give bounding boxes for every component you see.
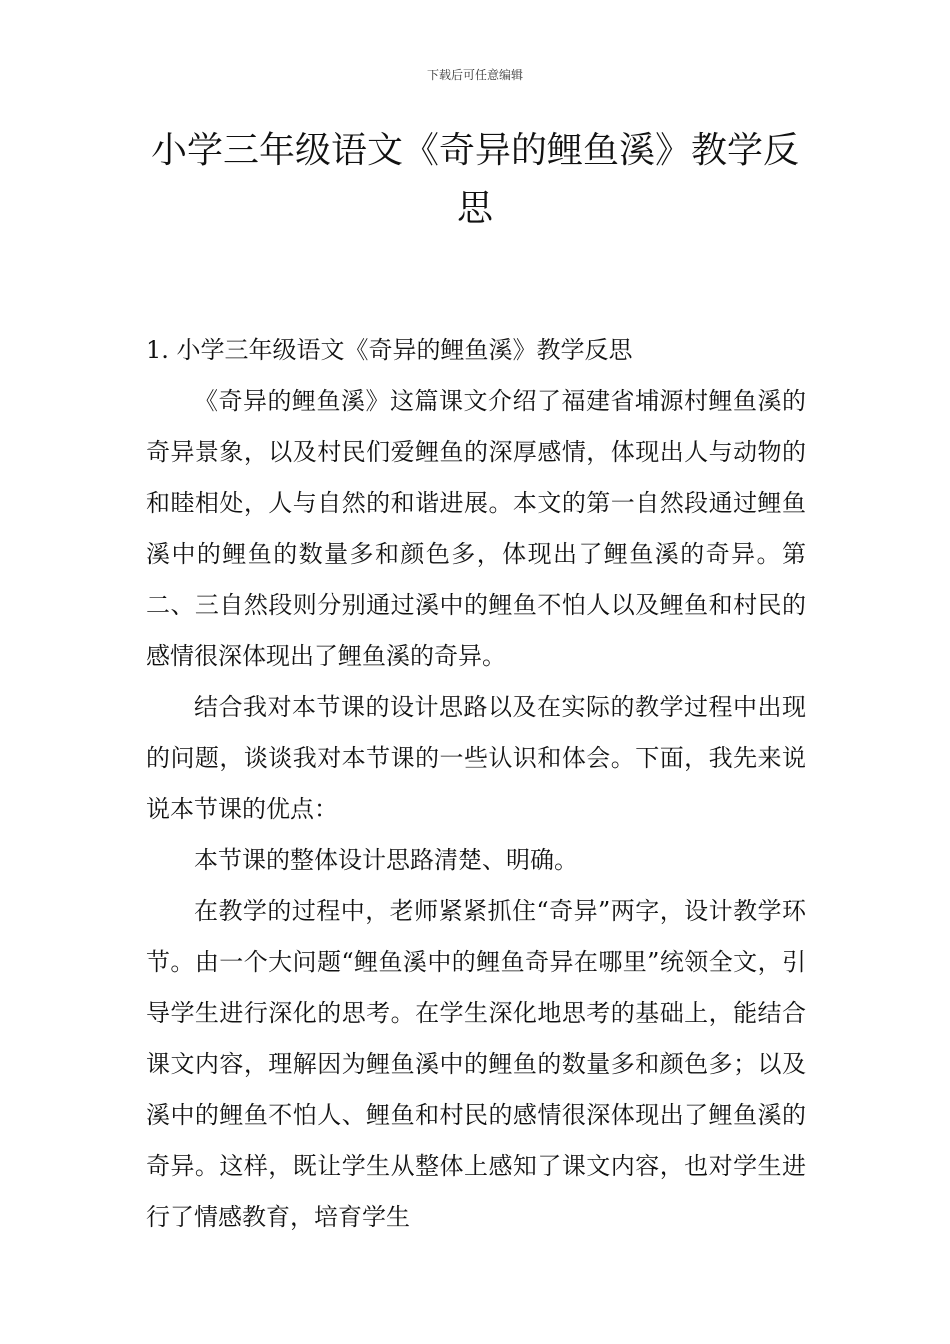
document-title: 小学三年级语文《奇异的鲤鱼溪》教学反思 <box>150 130 799 229</box>
paragraph-3: 本节课的整体设计思路清楚、明确。 <box>194 846 578 874</box>
paragraph-2: 结合我对本节课的设计思路以及在实际的教学过程中出现的问题，谈谈我对本节课的一些认识和体会。下面，我先来说说本节课的优点： <box>146 693 806 823</box>
paragraph-4: 在教学的过程中，老师紧紧抓住“奇异”两字，设计教学环节。由一个大问题“鲤鱼溪中的鲤鱼奇异在哪里”统领全文，引导学生进行深化的思考。在学生深化地思考的基础上，能结合课文内容，理解因为鲤鱼溪中的鲤鱼的数量多和颜色多；以及溪中的鲤鱼不怕人、鲤鱼和村民的感情很深体现出了鲤鱼溪的奇异。这样，既让学生从整体上感知了课文内容，也对学生进行了情感教育，培育学生 <box>146 897 806 1231</box>
paragraph-1: 《奇异的鲤鱼溪》这篇课文介绍了福建省埔源村鲤鱼溪的奇异景象，以及村民们爱鲤鱼的深厚感情，体现出人与动物的和睦相处，人与自然的和谐进展。本文的第一自然段通过鲤鱼溪中的鲤鱼的数量多和颜色多，体现出了鲤鱼溪的奇异。第二、三自然段则分别通过溪中的鲤鱼不怕人以及鲤鱼和村民的感情很深体现出了鲤鱼溪的奇异。 <box>146 387 806 670</box>
header-note: 下载后可任意编辑 <box>426 68 523 82</box>
section-heading: 1. 小学三年级语文《奇异的鲤鱼溪》教学反思 <box>146 336 633 364</box>
document-body <box>146 325 806 1243</box>
